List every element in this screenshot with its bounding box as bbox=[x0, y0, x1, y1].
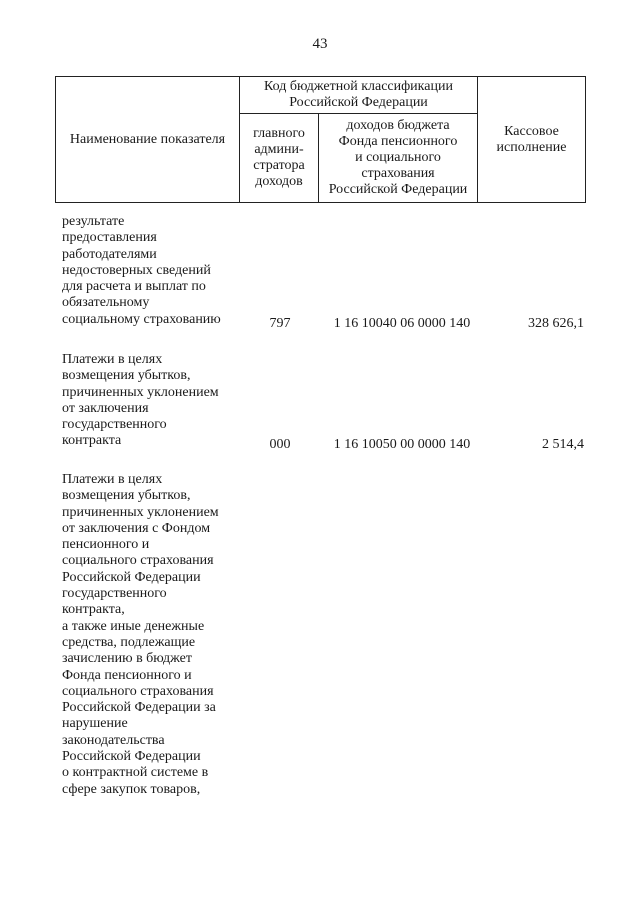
indicator-name-header: Наименование показателя bbox=[56, 77, 240, 203]
row-name: Платежи в целях возмещения убытков, причиненных уклонением от заключения с Фондом пенсионного и социального страхования Российской Федерации государственного контракта, а также иные денежные средства, подлежащие зачислению в бюджет Фонда пенсионного и социального страхования Российской Федерации за нарушение законодательства Российской Федерации о контрактной системе в сфере закупок товаров, bbox=[62, 472, 219, 797]
row-amount: 2 514,4 bbox=[542, 437, 584, 452]
cash-execution-header: Кассовое исполнение bbox=[478, 77, 586, 203]
row-name: результате предоставления работодателями недостоверных сведений для расчета и выплат по обязательному социальному страхованию bbox=[62, 214, 221, 327]
page-number: 43 bbox=[312, 36, 328, 52]
fund-revenues-header: доходов бюджета Фонда пенсионного и социального страхования Российской Федерации bbox=[319, 114, 478, 203]
chief-admin-header: главного админи- стратора доходов bbox=[240, 114, 319, 203]
budget-code-header: Код бюджетной классификации Российской Федерации bbox=[240, 77, 478, 114]
row-name: Платежи в целях возмещения убытков, причиненных уклонением от заключения государственного контракта bbox=[62, 352, 219, 449]
row-admin-code: 797 bbox=[269, 316, 291, 331]
row-budget-code: 1 16 10040 06 0000 140 bbox=[333, 316, 471, 331]
row-amount: 328 626,1 bbox=[528, 316, 584, 331]
row-admin-code: 000 bbox=[269, 437, 291, 452]
row-budget-code: 1 16 10050 00 0000 140 bbox=[333, 437, 471, 452]
table-header bbox=[55, 76, 586, 203]
